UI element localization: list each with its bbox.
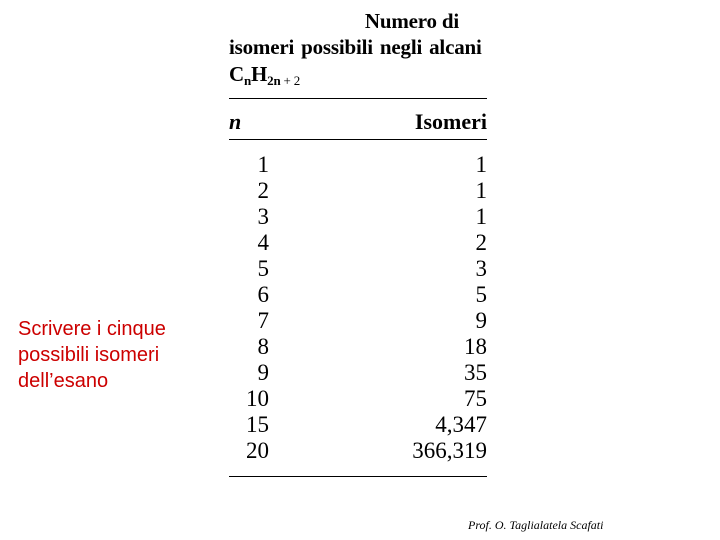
- cell-n: 3: [257, 204, 269, 229]
- cell-isomers: 35: [464, 360, 487, 385]
- formula-n-subscript: n: [243, 73, 251, 88]
- cell-n: 9: [257, 360, 269, 385]
- column-header-isomers: Isomeri: [414, 109, 487, 134]
- cell-isomers: 9: [475, 308, 487, 333]
- bottom-rule: [229, 476, 487, 477]
- cell-isomers: 366,319: [412, 438, 487, 463]
- cell-isomers: 4,347: [435, 412, 487, 437]
- table-row: [229, 282, 489, 308]
- caption-line-2: isomeri possibili negli alcani: [229, 35, 482, 59]
- formula-h: H: [251, 62, 268, 86]
- cell-isomers: 3: [475, 256, 487, 281]
- cell-isomers: 1: [475, 178, 487, 203]
- table-row: [229, 308, 489, 334]
- table-row: [229, 152, 489, 178]
- cell-n: 1: [257, 152, 269, 177]
- cell-isomers: 18: [464, 334, 487, 359]
- formula-plus-2: + 2: [280, 73, 301, 88]
- table-body: [229, 152, 489, 464]
- cell-isomers: 75: [464, 386, 487, 411]
- alkane-formula: [229, 61, 489, 94]
- table-row: [229, 360, 489, 386]
- table-row: [229, 438, 489, 464]
- cell-n: 6: [257, 282, 269, 307]
- note-line-3: dell’esano: [18, 370, 109, 392]
- cell-n: 8: [257, 334, 269, 359]
- cell-isomers: 2: [475, 230, 487, 255]
- cell-n: 7: [257, 308, 269, 333]
- formula-2n-subscript: 2n: [267, 73, 281, 88]
- cell-isomers: 1: [475, 204, 487, 229]
- formula-c: C: [229, 62, 244, 86]
- table-row: [229, 412, 489, 438]
- note-line-1: Scrivere i cinque: [18, 318, 166, 340]
- cell-n: 2: [257, 178, 269, 203]
- cell-n: 20: [246, 438, 269, 463]
- table-caption: [229, 8, 489, 94]
- cell-n: 4: [257, 230, 269, 255]
- column-header-n: n: [229, 109, 242, 134]
- cell-isomers: 1: [475, 152, 487, 177]
- cell-isomers: 5: [475, 282, 487, 307]
- caption-line-1: Numero di: [364, 9, 459, 33]
- isomer-table: [229, 8, 489, 477]
- table-row: [229, 256, 489, 282]
- table-row: [229, 334, 489, 360]
- table-row: [229, 204, 489, 230]
- cell-n: 5: [257, 256, 269, 281]
- exercise-note: [18, 316, 218, 394]
- author-credit: Prof. O. Taglialatela Scafati: [468, 518, 604, 532]
- cell-n: 15: [246, 412, 269, 437]
- table-row: [229, 178, 489, 204]
- column-header-row: [229, 99, 489, 139]
- cell-n: 10: [246, 386, 269, 411]
- table-row: [229, 386, 489, 412]
- table-row: [229, 230, 489, 256]
- note-line-2: possibili isomeri: [18, 344, 160, 366]
